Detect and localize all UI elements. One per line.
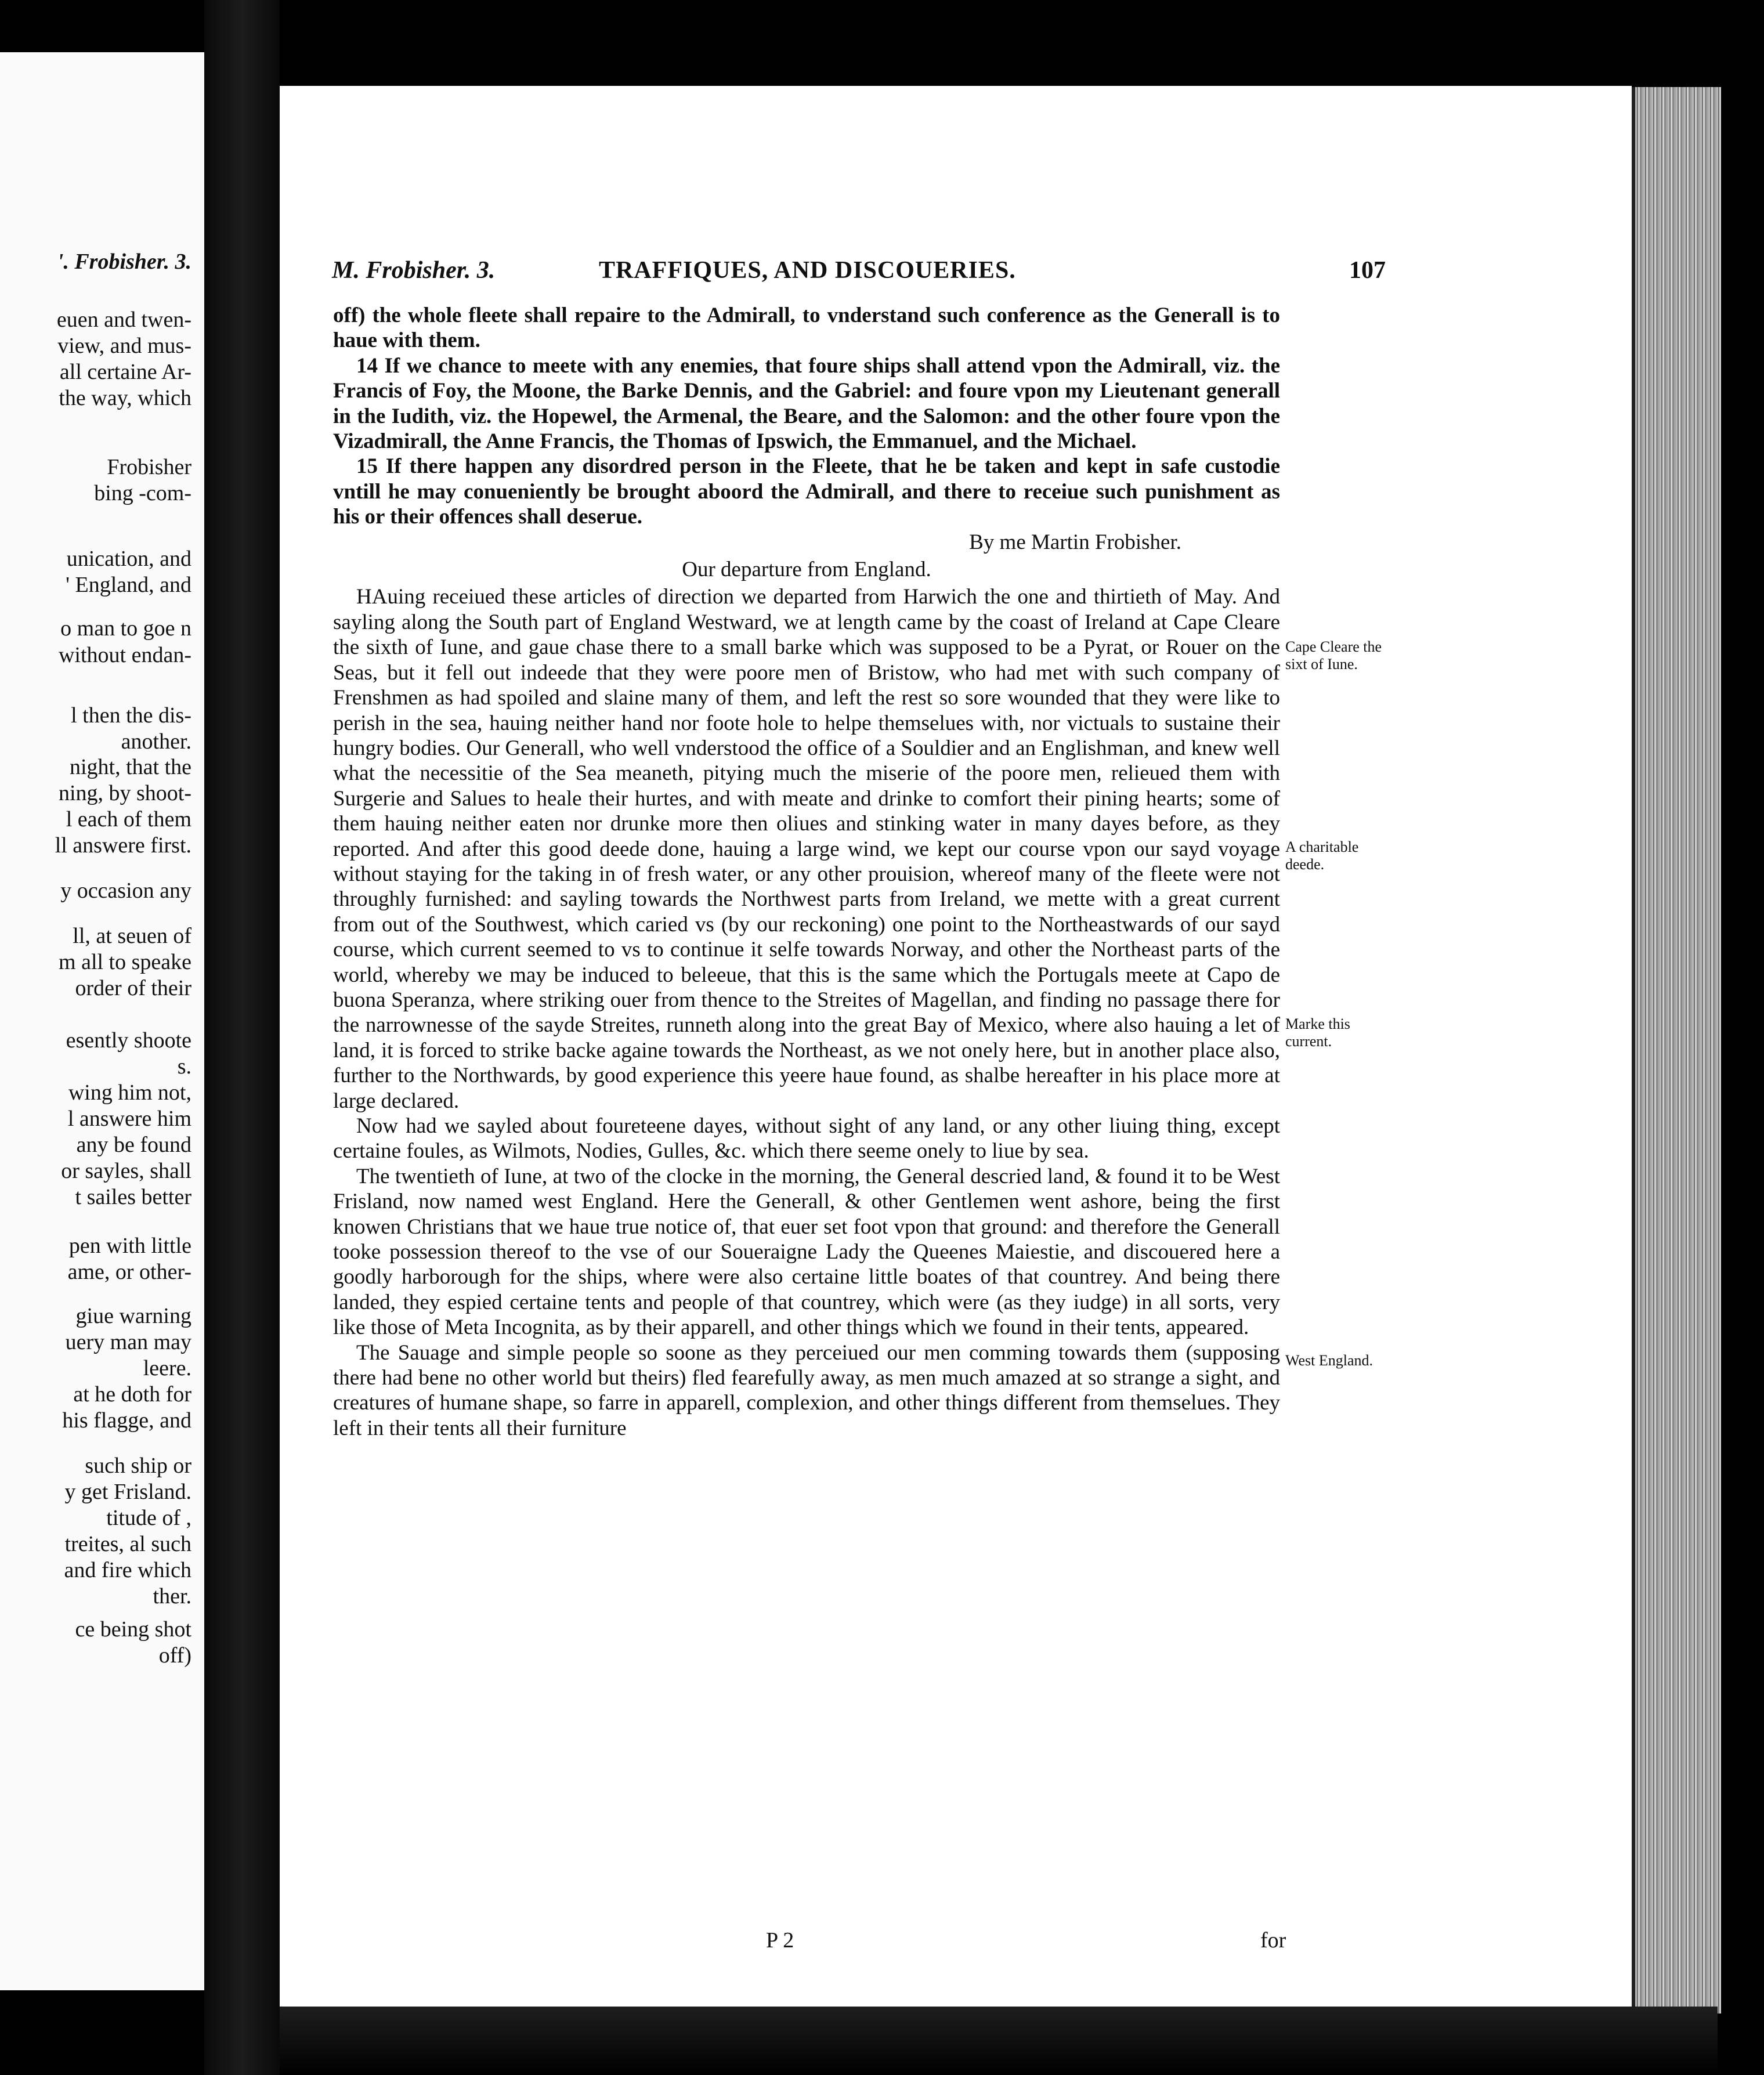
margin-note-cape-cleare: Cape Cleare the sixt of Iune. bbox=[1285, 638, 1382, 673]
running-head-title: TRAFFIQUES, AND DISCOUERIES. bbox=[599, 257, 1016, 284]
verso-line: treites, al such bbox=[64, 1532, 191, 1556]
verso-line: pen with little bbox=[68, 1234, 191, 1258]
verso-line: m all to speake bbox=[59, 950, 191, 974]
paragraph-fourteen-days: Now had we sayled about foureteene dayes, without sight of any land, or any other liuing thing, except certaine foules, as Wilmots, Nodies, Gulles, &c. which there seeme onely to liue by sea. bbox=[333, 1114, 1280, 1163]
verso-running-head: '. Frobisher. 3. bbox=[57, 250, 191, 274]
verso-line: view, and mus- bbox=[57, 334, 191, 358]
article-number-14: 14 bbox=[356, 353, 378, 378]
verso-line: o man to goe n bbox=[60, 616, 191, 641]
facing-verso-page bbox=[0, 52, 206, 1990]
page-bottom-shadow bbox=[280, 2007, 1718, 2075]
running-head-left: M. Frobisher. 3. bbox=[332, 257, 496, 284]
signature-line: By me Martin Frobisher. bbox=[969, 530, 1181, 554]
verso-line: Frobisher bbox=[107, 455, 191, 479]
verso-line: l each of them bbox=[66, 807, 191, 832]
verso-line: ame, or other- bbox=[67, 1260, 191, 1284]
section-heading: Our departure from England. bbox=[682, 558, 931, 582]
paragraph-twentieth-iune: The twentieth of Iune, at two of the clocke in the morning, the General descried land, & found it to be West Frisland, now named west England. Here the Generall, & other Gentlemen went ashore, being the first knowen Christians that we haue true notice of, that euer set foot vpon that ground: and therefore the Generall tooke possession thereof to the vse of our Soueraigne Lady the Queenes Maiestie, and discouered here a goodly harborough for the ships, where were also certaine little boates of that countrey. And being there landed, they espied certaine tents and people of that countrey, which were (as they iudge) in all sorts, very like those of Meta Incognita, as by their apparell, and other things which we found in their tents, appeared. bbox=[333, 1164, 1280, 1340]
main-text bbox=[333, 303, 1280, 1441]
verso-line: esently shoote bbox=[66, 1028, 191, 1053]
verso-line: ther. bbox=[153, 1584, 191, 1608]
verso-line: ce being shot bbox=[75, 1617, 191, 1642]
page-number: 107 bbox=[1349, 257, 1386, 284]
verso-line: uery man may bbox=[65, 1330, 191, 1354]
verso-line: another. bbox=[121, 729, 191, 754]
verso-line: bing -com- bbox=[94, 481, 191, 505]
verso-line: order of their bbox=[75, 976, 191, 1000]
verso-line: such ship or bbox=[85, 1454, 191, 1478]
verso-line: ' England, and bbox=[66, 573, 191, 597]
margin-note-current: Marke this current. bbox=[1285, 1015, 1350, 1050]
verso-line: s. bbox=[177, 1054, 191, 1079]
paragraph-15 bbox=[333, 454, 1280, 529]
verso-line: unication, and bbox=[66, 547, 191, 571]
verso-line: without endan- bbox=[58, 643, 191, 667]
verso-line: his flagge, and bbox=[62, 1408, 191, 1433]
verso-line: leere. bbox=[143, 1356, 191, 1380]
paragraph-departure: HAuing receiued these articles of direction we departed from Harwich the one and thirtieth of May. And sayling along the South part of England Westward, we at length came by the coast of Ireland at Cape Cleare the sixth of Iune, and gaue chase there to a small barke which was supposed to be a Pyrat, or Rouer on the Seas, but it fell out indeede that they were poore men of Bristow, who had met with such company of Frenshmen as had spoiled and slaine many of them, and left the rest so sore wounded that they were like to perish in the sea, hauing neither hand nor foote hole to helpe themselues with, nor victuals to sustaine their hungry bodies. Our Generall, who well vnderstood the office of a Souldier and an Englishman, and knew well what the necessitie of the Sea meaneth, pitying much the miserie of the poore men, relieued them with Surgerie and Salues to heale their hurtes, and with meate and drinke to comfort their pining hearts; some of them hauing neither eaten nor drunke more then oliues and stinking water in many dayes before, as they reported. And after this good deede done, hauing a large wind, we kept our course vpon our sayd voyage without staying for the taking in of fresh water, or any other prouision, whereof many of the fleete were not throughly furnished: and sayling towards the Northwest parts from Ireland, we mette with a great current from out of the Southwest, which caried vs (by our reckoning) one point to the Northeastwards of our sayd course, which current seemed to vs to continue it selfe towards Norway, and other the Northeast parts of the world, whereby we may be induced to beleeue, that this is the same which the Portugals meete at Capo de buona Speranza, where striking ouer from thence to the Streites of Magellan, and finding no passage there for the narrownesse of the sayde Streites, runneth along into the great Bay of Mexico, where also hauing a let of land, it is forced to strike backe againe towards the Northeast, as we not onely here, but in another place also, further to the Northwards, by good experience this yeere haue found, as shalbe hereafter in his place more at large declared. bbox=[333, 585, 1280, 1113]
verso-line: ll answere first. bbox=[55, 833, 191, 858]
verso-line: all certaine Ar- bbox=[59, 360, 191, 384]
article-text-14: If we chance to meete with any enemies, that foure ships shall attend vpon the Admirall, viz. the Francis of Foy, the Moone, the Barke Dennis, and the Gabriel: and foure vpon my Lieutenant generall in the Iudith, viz. the Hopewel, the Armenal, the Beare, and the Salomon: and the other foure vpon the Vizadmirall, the Anne Francis, the Thomas of Ipswich, the Emmanuel, and the Michael. bbox=[333, 353, 1281, 454]
verso-line: any be found bbox=[76, 1133, 191, 1157]
verso-line: y occasion any bbox=[60, 879, 191, 903]
article-text-15: If there happen any disordred person in the Fleete, that he be taken and kept in safe custodie vntill he may conueniently be brought aboord the Admirall, and there to receiue such punishment as his or their offences shall deserue. bbox=[333, 454, 1280, 529]
verso-line: wing him not, bbox=[68, 1080, 191, 1105]
book-gutter bbox=[204, 0, 280, 2075]
verso-line: l answere him bbox=[67, 1107, 191, 1131]
verso-line: and fire which bbox=[64, 1558, 191, 1582]
verso-line: at he doth for bbox=[73, 1382, 191, 1407]
article-number-15: 15 bbox=[356, 454, 378, 479]
verso-line: titude of , bbox=[106, 1506, 191, 1530]
verso-line: ll, at seuen of bbox=[73, 924, 191, 948]
verso-line: night, that the bbox=[69, 755, 191, 779]
verso-line: or sayles, shall bbox=[61, 1159, 191, 1183]
verso-line: t sailes better bbox=[75, 1185, 191, 1209]
verso-line: ning, by shoot- bbox=[58, 781, 191, 805]
margin-note-charitable-deede: A charitable deede. bbox=[1285, 838, 1359, 873]
paragraph-13-end: off) the whole fleete shall repaire to the Admirall, to vnderstand such conference as the Generall is to haue with them. bbox=[333, 303, 1280, 353]
verso-line: y get Frisland. bbox=[64, 1480, 191, 1504]
catchword: for bbox=[1260, 1928, 1286, 1953]
verso-line: the way, which bbox=[59, 386, 191, 410]
verso-line: euen and twen- bbox=[56, 308, 191, 332]
verso-line: giue warning bbox=[75, 1304, 191, 1328]
signature-mark: P 2 bbox=[766, 1928, 794, 1953]
paragraph-14 bbox=[333, 353, 1280, 454]
book-fore-edge bbox=[1632, 87, 1721, 2013]
paragraph-sauage-people: The Sauage and simple people so soone as they perceiued our men comming towards them (supposing there had bene no other world but theirs) fled fearefully away, as men much amazed at so strange a sight, and creatures of humane shape, so farre in apparell, complexion, and other things different from themselues. They left in their tents all their furniture bbox=[333, 1340, 1280, 1440]
margin-note-west-england: West England. bbox=[1285, 1352, 1373, 1369]
verso-line: off) bbox=[158, 1643, 191, 1668]
verso-line: l then the dis- bbox=[71, 703, 191, 728]
